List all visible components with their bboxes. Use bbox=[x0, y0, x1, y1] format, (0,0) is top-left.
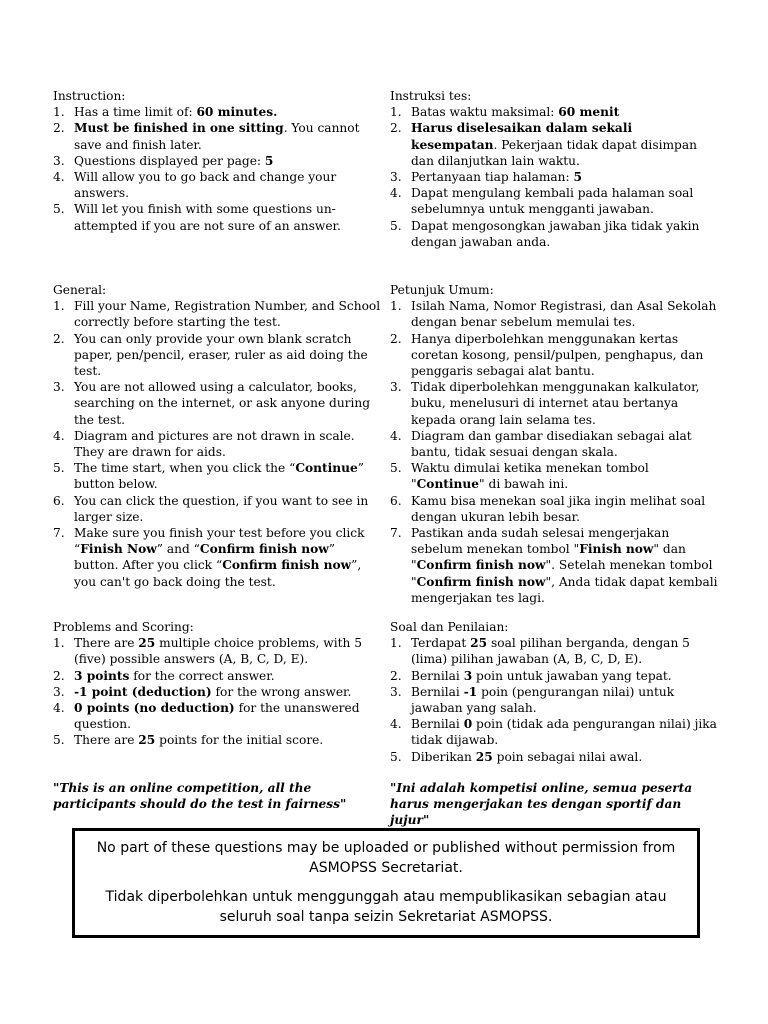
list-item bbox=[390, 716, 720, 748]
list-number: 2. bbox=[390, 331, 402, 346]
item-text: soal pilihan berganda, dengan 5 (lima) pilihan jawaban (A, B, C, D, E). bbox=[411, 636, 690, 667]
emphasis-text: 3 points bbox=[74, 668, 130, 683]
item-text: Will let you finish with some questions un-attempted if you are not sure of an answer. bbox=[74, 202, 341, 233]
scoring-heading-en: Problems and Scoring: bbox=[53, 620, 194, 634]
list-item bbox=[53, 298, 383, 330]
item-text: ", Anda tidak dapat kembali mengerjakan tes lagi. bbox=[411, 574, 718, 605]
emphasis-text: Continue bbox=[295, 461, 358, 476]
list-item bbox=[390, 668, 720, 684]
item-text: . You cannot save and finish later. bbox=[74, 121, 360, 152]
emphasis-text: 25 bbox=[138, 733, 156, 748]
item-text: for the correct answer. bbox=[129, 668, 275, 683]
list-item bbox=[53, 201, 383, 233]
item-text: ”, you can't go back doing the test. bbox=[74, 558, 362, 589]
emphasis-text: Continue bbox=[416, 477, 480, 492]
emphasis-text: 60 menit bbox=[558, 105, 620, 120]
item-text: Terdapat bbox=[411, 636, 471, 651]
item-text: poin (tidak ada pengurangan nilai) jika tidak dijawab. bbox=[411, 717, 717, 748]
instruction-heading-id: Instruksi tes: bbox=[390, 89, 472, 103]
list-item bbox=[390, 379, 720, 428]
list-item bbox=[53, 700, 383, 732]
list-item bbox=[390, 460, 720, 492]
list-item bbox=[53, 684, 383, 700]
item-text: Kamu bisa menekan soal jika ingin melihat soal dengan ukuran lebih besar. bbox=[411, 493, 706, 524]
item-text: points for the initial score. bbox=[155, 733, 324, 748]
list-number: 5. bbox=[53, 461, 65, 476]
instruction-section-en bbox=[53, 88, 383, 234]
item-text: " di bawah ini. bbox=[479, 477, 569, 492]
emphasis-text: 25 bbox=[475, 749, 493, 764]
item-text: The time start, when you click the “ bbox=[74, 461, 296, 476]
list-number: 3. bbox=[53, 684, 65, 699]
emphasis-text: 3 bbox=[463, 668, 473, 683]
emphasis-text: 60 minutes. bbox=[196, 105, 278, 120]
item-text: Dapat mengosongkan jawaban jika tidak yakin dengan jawaban anda. bbox=[411, 218, 700, 249]
list-number: 1. bbox=[53, 636, 65, 651]
list-number: 6. bbox=[53, 493, 65, 508]
list-item bbox=[390, 428, 720, 460]
item-text: ". Setelah menekan tombol " bbox=[411, 558, 713, 589]
item-text: Bernilai bbox=[411, 668, 464, 683]
item-text: . Pekerjaan tidak dapat disimpan dan dilanjutkan lain waktu. bbox=[411, 137, 697, 168]
list-number: 7. bbox=[390, 526, 402, 541]
list-number: 1. bbox=[390, 105, 402, 120]
emphasis-text: 0 points (no deduction) bbox=[74, 701, 235, 716]
list-item bbox=[53, 120, 383, 152]
instruction-heading-en: Instruction: bbox=[53, 89, 126, 103]
general-section-en bbox=[53, 282, 383, 590]
item-text: ” button below. bbox=[74, 461, 364, 492]
emphasis-text: 5 bbox=[573, 170, 582, 185]
scoring-list-id bbox=[390, 635, 720, 765]
emphasis-text: 5 bbox=[264, 153, 274, 168]
emphasis-text: Finish now bbox=[579, 542, 654, 557]
general-section-id bbox=[390, 282, 720, 606]
notice-text-id: Tidak diperbolehkan untuk menggunggah atau mempublikasikan sebagian atau seluruh soal tanpa seizin Sekretariat ASMOPSS. bbox=[105, 889, 667, 925]
list-item bbox=[53, 428, 383, 460]
list-item bbox=[390, 684, 720, 716]
emphasis-text: 25 bbox=[138, 636, 156, 651]
list-item bbox=[390, 218, 720, 250]
list-item bbox=[53, 153, 383, 169]
scoring-section-id bbox=[390, 619, 720, 765]
list-item bbox=[390, 104, 720, 120]
item-text: ” and “ bbox=[156, 542, 200, 557]
item-text: Make sure you finish your test before you click “ bbox=[74, 526, 365, 557]
emphasis-text: Harus diselesaikan dalam sekali kesempatan bbox=[411, 121, 633, 152]
list-number: 3. bbox=[53, 380, 65, 395]
item-text: ” button. After you click “ bbox=[74, 542, 336, 573]
item-text: multiple choice problems, with 5 (five) possible answers (A, B, C, D, E). bbox=[74, 636, 362, 667]
list-item bbox=[390, 525, 720, 606]
emphasis-text: Confirm finish now bbox=[416, 574, 546, 589]
list-number: 3. bbox=[390, 380, 402, 395]
item-text: Isilah Nama, Nomor Registrasi, dan Asal Sekolah dengan benar sebelum memulai tes. bbox=[411, 299, 717, 330]
item-text: You can only provide your own blank scratch paper, pen/pencil, eraser, ruler as aid doing the test. bbox=[74, 331, 368, 379]
emphasis-text: -1 bbox=[463, 684, 478, 699]
list-number: 3. bbox=[390, 170, 402, 185]
list-item bbox=[390, 493, 720, 525]
emphasis-text: 0 bbox=[463, 717, 473, 732]
copyright-notice-box bbox=[72, 828, 700, 938]
list-item bbox=[53, 668, 383, 684]
list-item bbox=[53, 635, 383, 667]
item-text: You can click the question, if you want to see in larger size. bbox=[74, 493, 369, 524]
item-text: There are bbox=[74, 733, 139, 748]
list-number: 6. bbox=[390, 493, 402, 508]
general-heading-en: General: bbox=[53, 283, 107, 297]
fairness-quote-en: "This is an online competition, all the participants should do the test in fairness" bbox=[53, 781, 347, 812]
scoring-list-en bbox=[53, 635, 383, 748]
list-item bbox=[53, 493, 383, 525]
list-number: 2. bbox=[390, 668, 402, 683]
list-item bbox=[53, 331, 383, 380]
list-number: 4. bbox=[390, 186, 402, 201]
item-text: Dapat mengulang kembali pada halaman soal sebelumnya untuk mengganti jawaban. bbox=[411, 186, 694, 217]
list-item bbox=[390, 120, 720, 169]
list-number: 2. bbox=[390, 121, 402, 136]
list-number: 1. bbox=[53, 105, 65, 120]
item-text: " dan " bbox=[411, 542, 686, 573]
list-number: 5. bbox=[390, 749, 402, 764]
list-number: 7. bbox=[53, 526, 65, 541]
list-item bbox=[390, 749, 720, 765]
item-text: Diagram and pictures are not drawn in scale. They are drawn for aids. bbox=[74, 428, 355, 460]
list-number: 1. bbox=[390, 299, 402, 314]
list-item bbox=[53, 525, 383, 590]
item-text: Has a time limit of: bbox=[74, 105, 197, 120]
item-text: Pastikan anda sudah selesai mengerjakan sebelum menekan tombol " bbox=[411, 526, 670, 557]
list-number: 2. bbox=[53, 331, 65, 346]
item-text: Fill your Name, Registration Number, and School correctly before starting the test. bbox=[74, 299, 381, 330]
scoring-section-en bbox=[53, 619, 383, 749]
list-item bbox=[390, 331, 720, 380]
list-number: 3. bbox=[390, 684, 402, 699]
list-number: 2. bbox=[53, 121, 65, 136]
list-number: 5. bbox=[390, 461, 402, 476]
general-heading-id: Petunjuk Umum: bbox=[390, 283, 494, 297]
item-text: Questions displayed per page: bbox=[74, 153, 265, 168]
list-item bbox=[390, 185, 720, 217]
list-number: 5. bbox=[53, 733, 65, 748]
scoring-heading-id: Soal dan Penilaian: bbox=[390, 620, 509, 634]
item-text: Batas waktu maksimal: bbox=[411, 105, 559, 120]
list-number: 3. bbox=[53, 153, 65, 168]
list-number: 4. bbox=[53, 701, 65, 716]
item-text: poin sebagai nilai awal. bbox=[492, 749, 643, 764]
general-list-id bbox=[390, 298, 720, 606]
item-text: There are bbox=[74, 636, 139, 651]
emphasis-text: Finish Now bbox=[80, 542, 157, 557]
item-text: Waktu dimulai ketika menekan tombol " bbox=[411, 461, 649, 492]
list-item bbox=[390, 169, 720, 185]
item-text: Will allow you to go back and change your answers. bbox=[74, 170, 337, 201]
list-item bbox=[53, 460, 383, 492]
list-number: 1. bbox=[53, 299, 65, 314]
item-text: You are not allowed using a calculator, books, searching on the internet, or ask anyone during the test. bbox=[74, 380, 371, 427]
list-item bbox=[53, 379, 383, 428]
item-text: poin (pengurangan nilai) untuk jawaban yang salah. bbox=[411, 684, 675, 716]
instruction-section-id bbox=[390, 88, 720, 250]
list-number: 1. bbox=[390, 636, 402, 651]
item-text: poin untuk jawaban yang tepat. bbox=[472, 668, 672, 683]
list-item bbox=[390, 635, 720, 667]
list-item bbox=[53, 732, 383, 748]
item-text: Diberikan bbox=[411, 749, 476, 764]
list-item bbox=[53, 169, 383, 201]
item-text: Diagram dan gambar disediakan sebagai alat bantu, tidak sesuai dengan skala. bbox=[411, 428, 692, 460]
list-number: 2. bbox=[53, 668, 65, 683]
instruction-list-id bbox=[390, 104, 720, 250]
instruction-list-en bbox=[53, 104, 383, 234]
general-list-en bbox=[53, 298, 383, 590]
list-number: 4. bbox=[53, 170, 65, 185]
item-text: Bernilai bbox=[411, 684, 464, 699]
item-text: Hanya diperbolehkan menggunakan kertas coretan kosong, pensil/pulpen, penghapus, dan penggaris sebagai alat bantu. bbox=[411, 331, 704, 379]
emphasis-text: 25 bbox=[470, 636, 488, 651]
list-number: 5. bbox=[53, 202, 65, 217]
list-item bbox=[390, 298, 720, 330]
list-item bbox=[53, 104, 383, 120]
item-text: for the unanswered question. bbox=[74, 701, 360, 732]
item-text: Tidak diperbolehkan menggunakan kalkulator, buku, menelusuri di internet atau bertanya kepada orang lain selama tes. bbox=[411, 380, 700, 427]
fairness-quote-id: "Ini adalah kompetisi online, semua peserta harus mengerjakan tes dengan sportif dan jujur" bbox=[390, 781, 693, 828]
list-number: 4. bbox=[53, 428, 65, 443]
emphasis-text: Confirm finish now bbox=[416, 558, 546, 573]
emphasis-text: Confirm finish now bbox=[222, 558, 352, 573]
list-number: 4. bbox=[390, 428, 402, 443]
item-text: for the wrong answer. bbox=[211, 684, 352, 699]
item-text: Bernilai bbox=[411, 717, 464, 732]
item-text: Pertanyaan tiap halaman: bbox=[411, 170, 574, 185]
emphasis-text: Confirm finish now bbox=[199, 542, 329, 557]
notice-text-en: No part of these questions may be uploaded or published without permission from ASMOPSS Secretariat. bbox=[96, 840, 676, 876]
emphasis-text: Must be finished in one sitting bbox=[74, 121, 284, 136]
emphasis-text: -1 point (deduction) bbox=[74, 684, 212, 699]
list-number: 4. bbox=[390, 717, 402, 732]
list-number: 5. bbox=[390, 218, 402, 233]
